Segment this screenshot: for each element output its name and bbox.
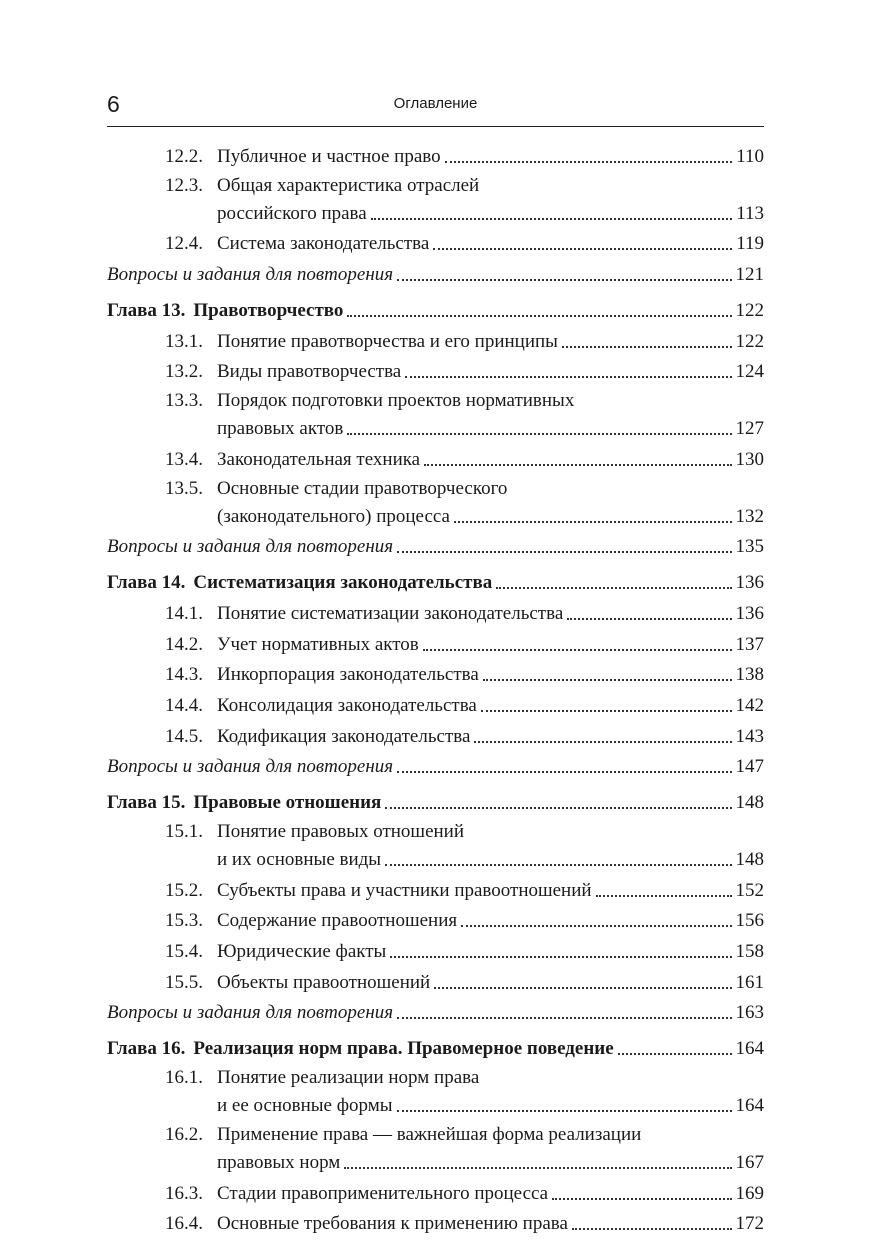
page-ref: 127 <box>735 418 764 440</box>
dot-leader <box>567 600 731 620</box>
dot-leader <box>596 877 732 897</box>
page-ref: 122 <box>735 330 764 352</box>
section-number: 14.5. <box>165 725 203 747</box>
section-title: Стадии правоприменительного процесса <box>217 1182 549 1204</box>
dot-leader <box>397 753 731 773</box>
toc-entry-chapter <box>107 788 764 816</box>
page-ref: 110 <box>736 146 764 167</box>
dot-leader <box>397 1092 732 1112</box>
section-title: (законодательного) процесса <box>217 505 450 527</box>
page-ref: 164 <box>735 1095 764 1117</box>
section-title: Субъекты права и участники правоотношений <box>217 879 592 901</box>
section-title: Применение права — важнейшая форма реализации <box>217 1123 642 1145</box>
section-number: 13.2. <box>165 361 203 383</box>
toc-entry-section <box>107 937 764 965</box>
toc-entry-section <box>107 173 764 227</box>
page-ref: 135 <box>735 536 764 558</box>
toc-entry-section <box>107 1179 764 1207</box>
toc-entry-section <box>107 388 764 442</box>
section-title: и их основные виды <box>217 849 382 870</box>
dot-leader <box>474 723 731 743</box>
chapter-title: Реализация норм права. Правомерное поведение <box>193 1038 614 1060</box>
section-title: Инкорпорация законодательства <box>217 664 479 686</box>
page-ref: 138 <box>735 664 764 686</box>
toc-entry-section <box>107 142 764 170</box>
section-title: правовых актов <box>217 418 344 440</box>
section-title: российского права <box>217 202 367 224</box>
review-title: Вопросы и задания для повторения <box>107 536 394 558</box>
dot-leader <box>552 1180 731 1200</box>
chapter-number: Глава 16. <box>107 1038 186 1060</box>
page-ref: 161 <box>735 971 764 993</box>
toc-entry-section <box>107 906 764 934</box>
section-number: 16.1. <box>165 1067 203 1089</box>
dot-leader <box>344 1149 731 1169</box>
toc-entry-section <box>107 630 764 658</box>
page-ref: 137 <box>735 633 764 655</box>
page-ref: 113 <box>736 202 764 224</box>
chapter-title: Правотворчество <box>193 300 344 322</box>
dot-leader <box>385 846 731 866</box>
dot-leader <box>347 415 731 435</box>
page-ref: 164 <box>735 1038 764 1060</box>
section-title: Публичное и частное право <box>217 146 441 167</box>
dot-leader <box>397 533 731 553</box>
section-title: и ее основные формы <box>217 1095 393 1117</box>
section-number: 15.5. <box>165 971 203 993</box>
section-title: Основные требования к применению права <box>217 1213 568 1235</box>
page-ref: 158 <box>735 941 764 963</box>
page-ref: 143 <box>735 725 764 747</box>
page-ref: 152 <box>735 879 764 901</box>
dot-leader <box>562 328 732 348</box>
section-number: 15.1. <box>165 821 203 842</box>
page-ref: 130 <box>735 448 764 470</box>
section-number: 13.4. <box>165 448 203 470</box>
section-number: 15.3. <box>165 910 203 932</box>
toc-entry-section <box>107 968 764 996</box>
section-title: Юридические факты <box>217 941 387 963</box>
table-of-contents <box>107 142 764 1240</box>
toc-entry-section <box>107 819 764 873</box>
toc-entry-section <box>107 1122 764 1176</box>
toc-entry-chapter <box>107 568 764 596</box>
section-number: 12.2. <box>165 146 203 167</box>
page-ref: 136 <box>735 572 764 594</box>
chapter-title: Правовые отношения <box>193 792 382 814</box>
toc-entry-section <box>107 599 764 627</box>
chapter-number: Глава 14. <box>107 572 186 594</box>
section-number: 15.4. <box>165 941 203 963</box>
section-number: 16.3. <box>165 1182 203 1204</box>
section-title: Учет нормативных актов <box>217 633 419 655</box>
toc-entry-section <box>107 327 764 355</box>
dot-leader <box>397 261 731 281</box>
page-ref: 136 <box>735 602 764 624</box>
dot-leader <box>481 692 732 712</box>
dot-leader <box>434 969 731 989</box>
dot-leader <box>461 907 731 927</box>
review-title: Вопросы и задания для повторения <box>107 756 394 778</box>
chapter-title: Систематизация законодательства <box>193 572 493 594</box>
section-title: Понятие правовых отношений <box>217 821 464 842</box>
toc-entry-section <box>107 660 764 688</box>
toc-entry-section <box>107 722 764 750</box>
page-ref: 121 <box>735 264 764 286</box>
page-ref: 163 <box>735 1002 764 1024</box>
dot-leader <box>572 1210 732 1230</box>
section-number: 13.3. <box>165 390 203 412</box>
toc-entry-review <box>107 532 764 560</box>
section-title: Общая характеристика отраслей <box>217 174 480 196</box>
dot-leader <box>454 503 732 523</box>
section-number: 14.4. <box>165 694 203 716</box>
page-number: 6 <box>107 91 120 117</box>
dot-leader <box>347 297 731 317</box>
toc-entry-section <box>107 876 764 904</box>
page-ref: 142 <box>735 694 764 716</box>
toc-entry-review <box>107 260 764 288</box>
toc-entry-review <box>107 752 764 780</box>
toc-entry-chapter <box>107 296 764 324</box>
section-number: 14.1. <box>165 602 203 624</box>
section-title: Законодательная техника <box>217 448 421 470</box>
section-number: 15.2. <box>165 879 203 901</box>
section-number: 14.2. <box>165 633 203 655</box>
section-number: 12.4. <box>165 233 203 255</box>
section-title: Объекты правоотношений <box>217 971 431 993</box>
toc-entry-chapter <box>107 1034 764 1062</box>
page-header <box>107 90 764 127</box>
dot-leader <box>390 938 731 958</box>
section-title: Основные стадии правотворческого <box>217 477 508 499</box>
section-title: Содержание правоотношения <box>217 910 458 932</box>
dot-leader <box>385 789 731 809</box>
dot-leader <box>483 661 732 681</box>
dot-leader <box>397 999 731 1019</box>
section-number: 13.5. <box>165 477 203 499</box>
page-ref: 124 <box>735 361 764 383</box>
page-ref: 147 <box>735 756 764 778</box>
section-title: Понятие правотворчества и его принципы <box>217 330 558 352</box>
dot-leader <box>618 1035 732 1055</box>
toc-entry-section <box>107 229 764 257</box>
chapter-number: Глава 15. <box>107 792 186 814</box>
toc-entry-review <box>107 998 764 1026</box>
review-title: Вопросы и задания для повторения <box>107 1002 394 1024</box>
dot-leader <box>445 143 733 163</box>
dot-leader <box>371 200 733 220</box>
page-ref: 172 <box>735 1213 764 1235</box>
toc-entry-section <box>107 476 764 530</box>
section-number: 16.4. <box>165 1213 203 1235</box>
toc-entry-section <box>107 445 764 473</box>
page-ref: 169 <box>735 1182 764 1204</box>
section-title: Консолидация законодательства <box>217 694 477 716</box>
page-ref: 156 <box>735 910 764 932</box>
dot-leader <box>424 446 731 466</box>
dot-leader <box>433 230 732 250</box>
page-ref: 132 <box>735 505 764 527</box>
section-title: Кодификация законодательства <box>217 725 471 747</box>
section-title: Виды правотворчества <box>217 361 402 383</box>
toc-entry-section <box>107 1065 764 1119</box>
dot-leader <box>405 358 731 378</box>
section-number: 13.1. <box>165 330 203 352</box>
page-ref: 167 <box>735 1151 764 1173</box>
page-ref: 119 <box>736 233 764 255</box>
section-number: 12.3. <box>165 174 203 196</box>
section-title: Порядок подготовки проектов нормативных <box>217 390 575 412</box>
page-ref: 122 <box>735 300 764 322</box>
running-title: Оглавление <box>393 95 478 112</box>
dot-leader <box>423 631 732 651</box>
chapter-number: Глава 13. <box>107 300 186 322</box>
review-title: Вопросы и задания для повторения <box>107 264 394 286</box>
toc-entry-section <box>107 691 764 719</box>
toc-entry-section <box>107 1209 764 1237</box>
section-number: 16.2. <box>165 1123 203 1145</box>
page-ref: 148 <box>735 849 764 870</box>
section-title: Понятие реализации норм права <box>217 1067 480 1089</box>
toc-entry-section <box>107 357 764 385</box>
section-title: Понятие систематизации законодательства <box>217 602 564 624</box>
dot-leader <box>496 569 731 589</box>
section-title: правовых норм <box>217 1151 341 1173</box>
section-title: Система законодательства <box>217 233 430 255</box>
section-number: 14.3. <box>165 664 203 686</box>
page-ref: 148 <box>735 792 764 814</box>
